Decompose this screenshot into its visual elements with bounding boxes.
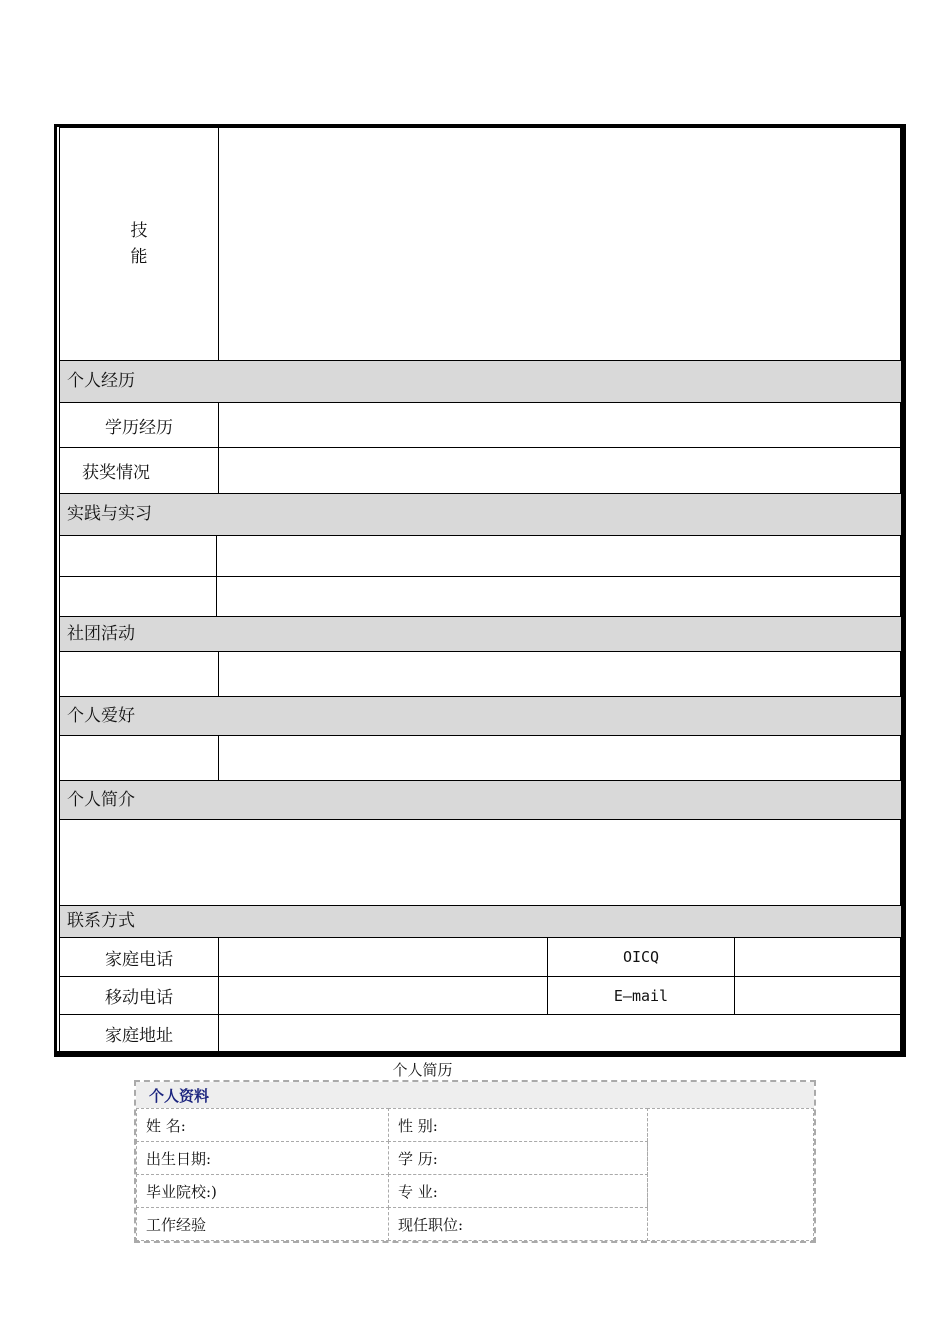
practice-label-1[interactable] — [59, 535, 217, 577]
mobile-field[interactable] — [218, 976, 548, 1015]
hobbies-field[interactable] — [218, 735, 902, 781]
education-field[interactable] — [218, 402, 902, 448]
practice-label-2[interactable] — [59, 576, 217, 617]
section-practice: 实践与实习 — [59, 493, 902, 536]
skills-field[interactable] — [218, 127, 902, 361]
home-phone-field[interactable] — [218, 937, 548, 977]
practice-field-2[interactable] — [216, 576, 902, 617]
section-hobbies: 个人爱好 — [59, 696, 902, 736]
section-personal-experience: 个人经历 — [59, 360, 902, 403]
major-cell[interactable]: 专 业: — [388, 1174, 648, 1208]
practice-field-1[interactable] — [216, 535, 902, 577]
work-exp-cell[interactable]: 工作经验 — [136, 1207, 389, 1241]
awards-label: 获奖情况 — [59, 447, 219, 494]
email-label: E—mail — [547, 976, 735, 1015]
skills-label-char-1: 技 — [130, 221, 148, 241]
school-cell[interactable]: 毕业院校:) — [136, 1174, 389, 1208]
intro-field[interactable] — [59, 819, 902, 906]
oicq-field[interactable] — [734, 937, 902, 977]
resume-form — [54, 124, 906, 1057]
clubs-label[interactable] — [59, 651, 219, 697]
degree-cell[interactable]: 学 历: — [388, 1141, 648, 1175]
birth-cell[interactable]: 出生日期: — [136, 1141, 389, 1175]
small-resume-table — [134, 1080, 816, 1243]
clubs-field[interactable] — [218, 651, 902, 697]
skills-label-char-2: 能 — [130, 247, 148, 267]
address-field[interactable] — [218, 1014, 902, 1052]
personal-info-header: 个人资料 — [136, 1082, 814, 1108]
hobbies-label[interactable] — [59, 735, 219, 781]
section-intro: 个人简介 — [59, 780, 902, 820]
photo-cell — [647, 1108, 814, 1241]
home-phone-label: 家庭电话 — [59, 937, 219, 977]
section-clubs: 社团活动 — [59, 616, 902, 652]
position-cell[interactable]: 现任职位: — [388, 1207, 648, 1241]
section-contact: 联系方式 — [59, 905, 902, 938]
email-field[interactable] — [734, 976, 902, 1015]
education-label: 学历经历 — [59, 402, 219, 448]
name-cell[interactable]: 姓 名: — [136, 1108, 389, 1142]
small-resume-title: 个人简历 — [392, 1061, 453, 1079]
gender-cell[interactable]: 性 别: — [388, 1108, 648, 1142]
awards-field[interactable] — [218, 447, 902, 494]
oicq-label: OICQ — [547, 937, 735, 977]
skills-label — [59, 127, 219, 361]
address-label: 家庭地址 — [59, 1014, 219, 1052]
mobile-label: 移动电话 — [59, 976, 219, 1015]
